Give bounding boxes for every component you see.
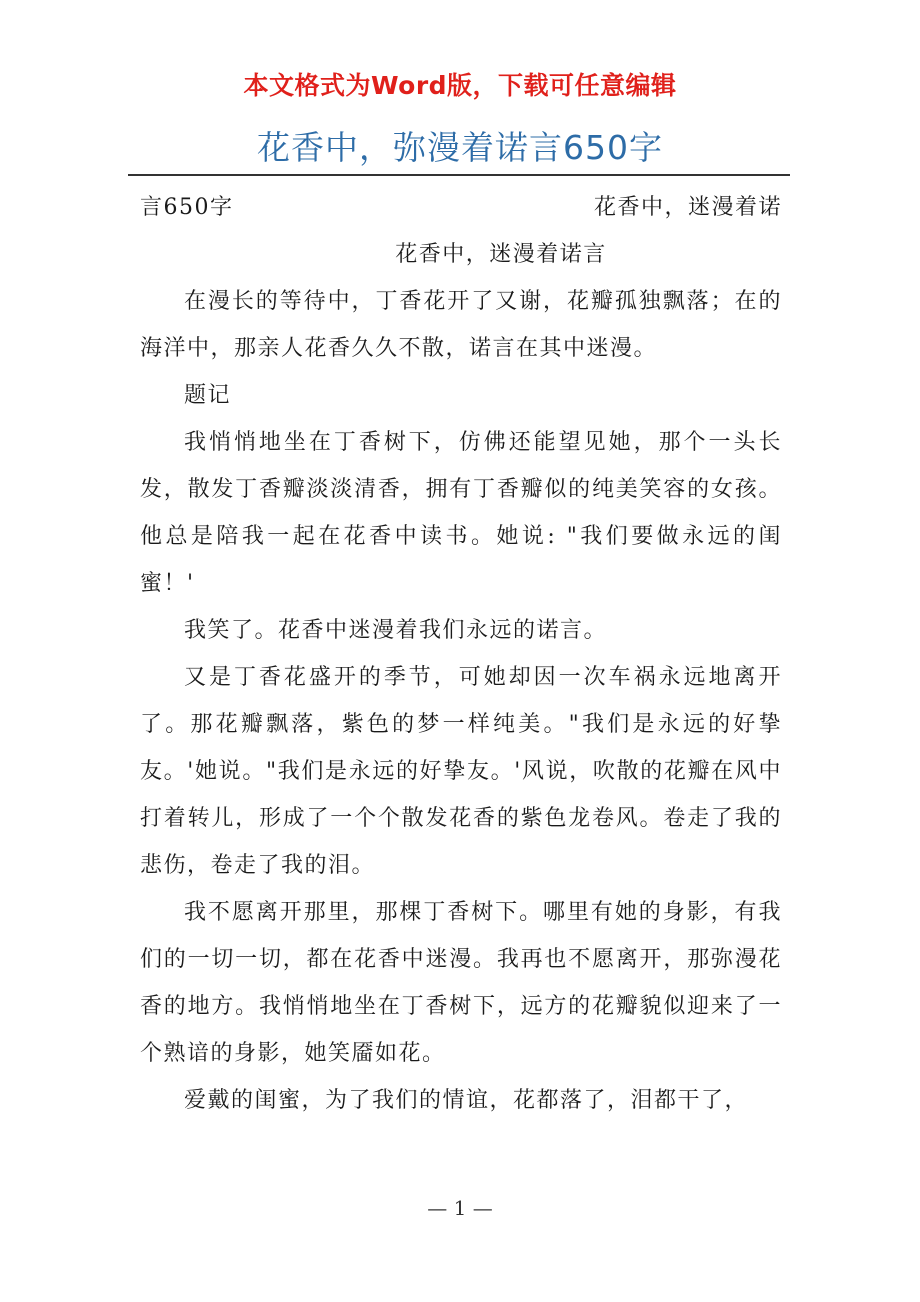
heading-line-1: 花香中，迷漫着诺: [593, 195, 782, 220]
heading-line-2: 言650字: [140, 195, 234, 220]
paragraph: 我笑了。花香中迷漫着我们永远的诺言。: [184, 618, 608, 643]
paragraph: 我悄悄地坐在丁香树下，仿佛还能望见她，那个一头长发，散发丁香瓣淡淡清香，拥有丁香瓣似的纯美笑容的女孩。他总是陪我一起在花香中读书。她说: "我们要做永远的闺蜜！': [140, 430, 782, 596]
paragraph: 我不愿离开那里，那棵丁香树下。哪里有她的身影，有我们的一切一切，都在花香中迷漫。我再也不愿离开，那弥漫花香的地方。我悄悄地坐在丁香树下，远方的花瓣貌似迎来了一个熟谙的身影，她笑靥如花。: [140, 900, 782, 1066]
document-title: 花香中，弥漫着诺言650字: [257, 128, 663, 167]
paragraph: 爱戴的闺蜜，为了我们的情谊，花都落了，泪都干了，: [184, 1088, 749, 1113]
page-number: — 1 —: [427, 1196, 493, 1220]
title-divider: [128, 174, 790, 176]
document-body: [140, 184, 782, 1124]
paragraph: 又是丁香花盛开的季节，可她却因一次车祸永远地离开了。那花瓣飘落，紫色的梦一样纯美。"我们是永远的好挚友。'她说。"我们是永远的好挚友。'风说，吹散的花瓣在风中打着转儿，形成了一个个散发花香的紫色龙卷风。卷走了我的悲伤，卷走了我的泪。: [140, 665, 782, 878]
paragraph: 在漫长的等待中，丁香花开了又谢，花瓣孤独飘落；在的海洋中，那亲人花香久久不散，诺言在其中迷漫。: [140, 289, 782, 361]
paragraph: 题记: [184, 383, 232, 408]
format-notice: 本文格式为Word版，下载可任意编辑: [243, 71, 677, 100]
subtitle: 花香中，迷漫着诺言: [395, 242, 607, 267]
